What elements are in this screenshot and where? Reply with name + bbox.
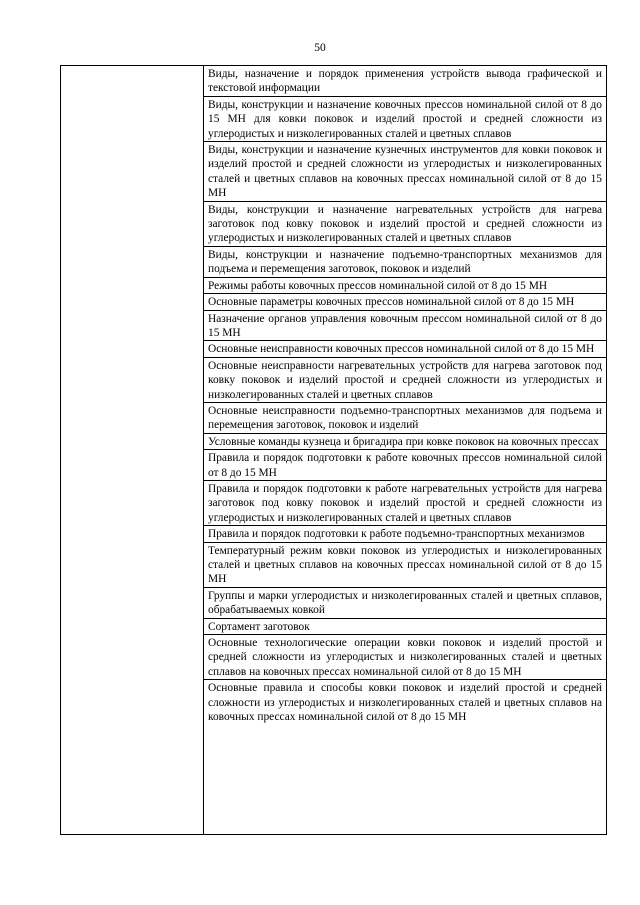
list-item: Основные правила и способы ковки поковок и изделий простой и средней сложности из углеродистых и низколегированных сталей и цветных сплавов на ковочных прессах номинальной силой от 8 до 15 МН: [204, 679, 606, 724]
list-item: Группы и марки углеродистых и низколегированных сталей и цветных сплавов, обрабатываемых ковкой: [204, 587, 606, 618]
list-item: Виды, назначение и порядок применения устройств вывода графической и текстовой информации: [208, 68, 602, 95]
list-item: Условные команды кузнеца и бригадира при ковке поковок на ковочных прессах: [204, 433, 606, 449]
list-item: Виды, конструкции и назначение подъемно-транспортных механизмов для подъема и перемещения заготовок, поковок и изделий: [204, 246, 606, 277]
list-item: Основные неисправности нагревательных устройств для нагрева заготовок под ковку поковок и изделий простой и средней сложности из углеродистых и низколегированных сталей и цветных сплавов: [204, 357, 606, 402]
list-item: Правила и порядок подготовки к работе нагревательных устройств для нагрева заготовок под ковку поковок и изделий простой и средней сложности из углеродистых и низколегированных сталей и цветных сплавов: [204, 480, 606, 525]
list-item: Основные параметры ковочных прессов номинальной силой от 8 до 15 МН: [204, 293, 606, 309]
table-items-cell: [204, 66, 607, 835]
list-item: Режимы работы ковочных прессов номинальной силой от 8 до 15 МН: [204, 277, 606, 293]
table-left-cell: [61, 66, 204, 835]
list-item: Виды, конструкции и назначение нагревательных устройств для нагрева заготовок под ковку поковок и изделий простой и средней сложности из углеродистых и низколегированных сталей и цветных сплавов: [204, 201, 606, 246]
list-item: Основные неисправности подъемно-транспортных механизмов для подъема и перемещения заготовок, поковок и изделий: [204, 402, 606, 433]
table-row: [61, 66, 607, 835]
list-item: Основные неисправности ковочных прессов номинальной силой от 8 до 15 МН: [204, 340, 606, 356]
list-item: Виды, конструкции и назначение ковочных прессов номинальной силой от 8 до 15 МН для ковки поковок и изделий простой и средней сложности из углеродистых и низколегированных сталей и цветных сплавов: [204, 96, 606, 141]
list-item: Виды, конструкции и назначение кузнечных инструментов для ковки поковок и изделий простой и средней сложности из углеродистых и низколегированных сталей и цветных сплавов на ковочных прессах номинальной силой от 8 до 15 МН: [204, 141, 606, 201]
list-item: Назначение органов управления ковочным прессом номинальной силой от 8 до 15 МН: [204, 310, 606, 341]
list-item: Температурный режим ковки поковок из углеродистых и низколегированных сталей и цветных сплавов на ковочных прессах номинальной силой от 8 до 15 МН: [204, 542, 606, 587]
list-item: Основные технологические операции ковки поковок и изделий простой и средней сложности из углеродистых и низколегированных сталей и цветных сплавов на ковочных прессах номинальной силой от 8 до 15 МН: [204, 634, 606, 679]
list-item: Сортамент заготовок: [204, 618, 606, 634]
list-item: Правила и порядок подготовки к работе подъемно-транспортных механизмов: [204, 525, 606, 541]
list-item: Правила и порядок подготовки к работе ковочных прессов номинальной силой от 8 до 15 МН: [204, 449, 606, 480]
knowledge-table: [60, 65, 607, 835]
page-number: 50: [314, 42, 326, 54]
